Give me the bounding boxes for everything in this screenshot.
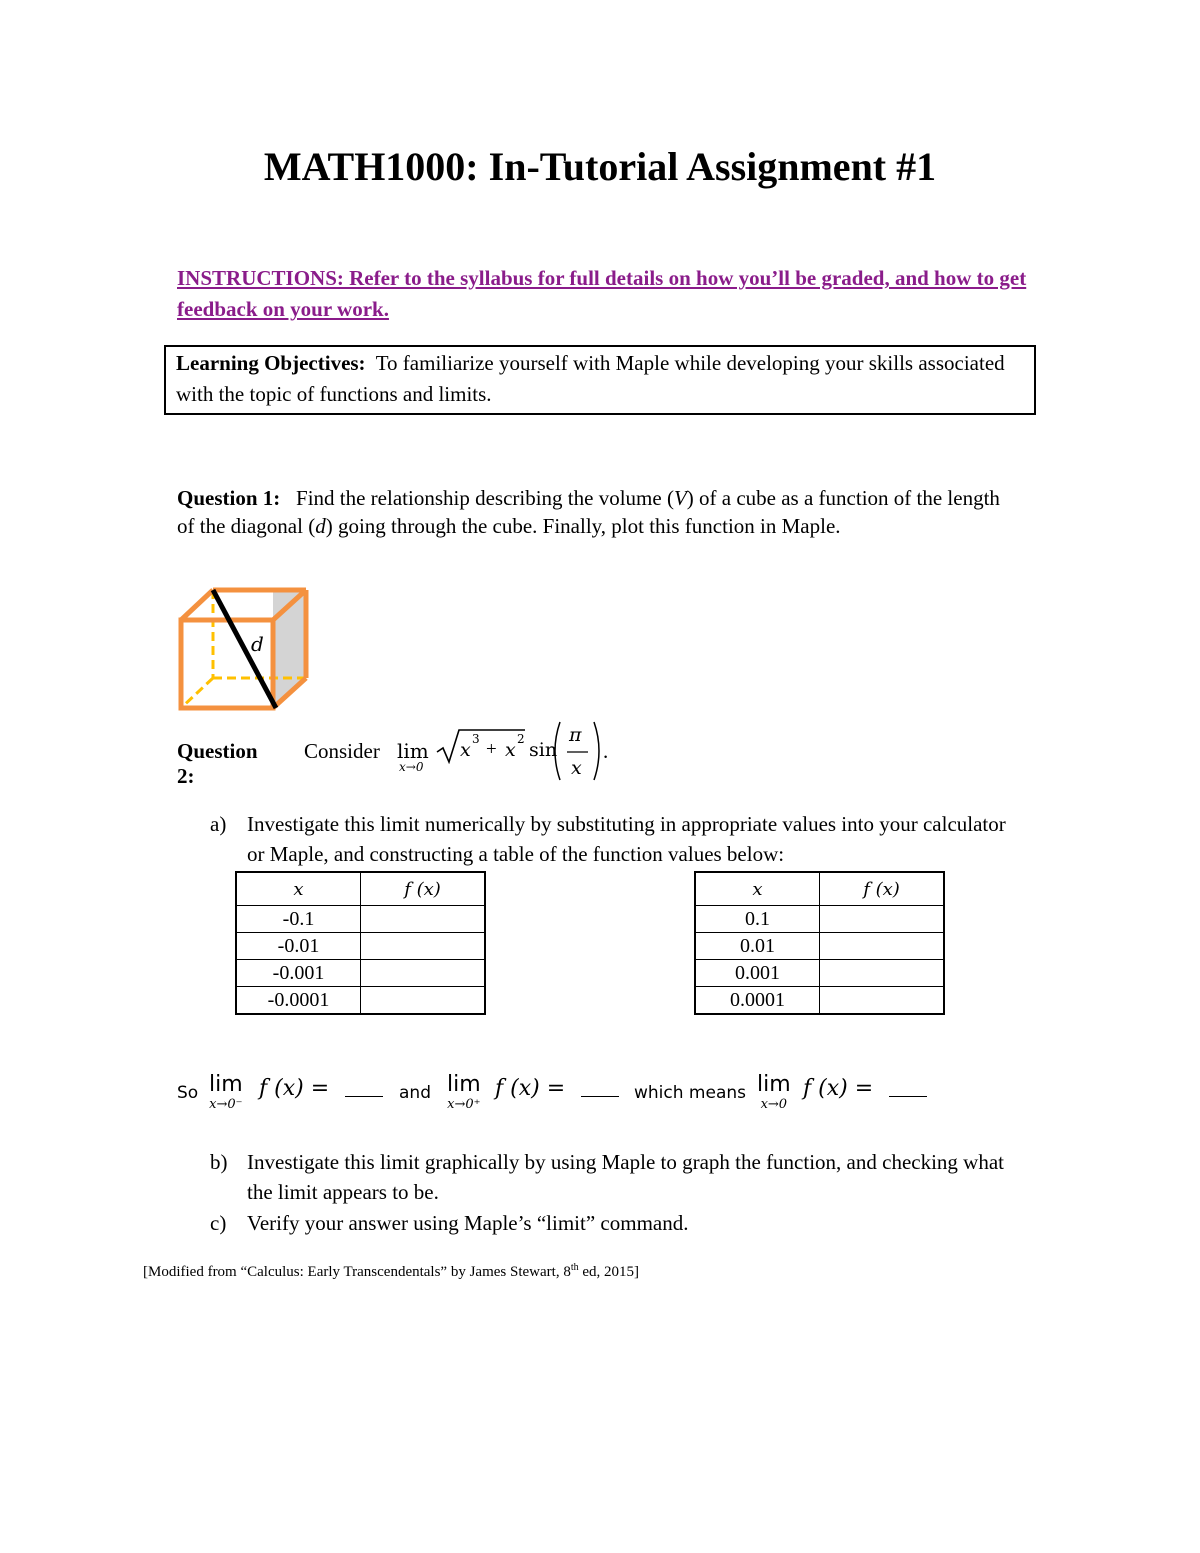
- left-limit: [209, 1074, 243, 1111]
- q2-plus: +: [486, 739, 497, 760]
- q2-x: x: [460, 739, 471, 761]
- so-word: So: [177, 1083, 199, 1103]
- table-row: [695, 987, 944, 1015]
- q2-period: .: [603, 739, 609, 763]
- q2-num-pi: π: [569, 724, 582, 746]
- question-1-label: Question 1:: [177, 486, 281, 510]
- table-row: [236, 933, 485, 960]
- x-value: 0.1: [695, 906, 820, 933]
- citation-text: [Modified from “Calculus: Early Transcendentals” by James Stewart, 8: [143, 1264, 571, 1280]
- part-a-text: Investigate this limit numerically by substituting in appropriate values into your calculator or Maple, and constructing a table of the function values below:: [247, 812, 1006, 866]
- table-header-x: x: [236, 872, 361, 906]
- table-row: [695, 906, 944, 933]
- fx-answer-cell[interactable]: [361, 906, 486, 933]
- part-c-text: Verify your answer using Maple’s “limit” command.: [247, 1211, 689, 1235]
- fx-answer-cell[interactable]: [820, 987, 945, 1015]
- answer-blank-both[interactable]: [889, 1078, 927, 1097]
- fx-answer-cell[interactable]: [361, 933, 486, 960]
- question-1-text-a: Find the relationship describing the volume (: [296, 486, 674, 510]
- x-value: 0.0001: [695, 987, 820, 1015]
- which-means: which means: [634, 1083, 746, 1103]
- cube-diagonal: [213, 590, 276, 708]
- table-positive: [694, 871, 945, 1015]
- table-row: [695, 960, 944, 987]
- answer-blank-right[interactable]: [581, 1078, 619, 1097]
- part-a-letter: a): [210, 812, 227, 836]
- table-row: [236, 960, 485, 987]
- diagonal-label: d: [251, 632, 264, 656]
- lim-word: lim: [209, 1072, 243, 1097]
- fx-answer-cell[interactable]: [820, 960, 945, 987]
- fx-answer-cell[interactable]: [820, 933, 945, 960]
- q2-exp3: 3: [472, 732, 480, 746]
- part-a: [210, 809, 1010, 869]
- cube-diagram: [178, 586, 313, 716]
- citation: [143, 1262, 639, 1281]
- fx-answer-cell[interactable]: [820, 906, 945, 933]
- table-header-fx: f (x): [820, 872, 945, 906]
- question-1-text-b: ) of a cube as a function of the length of the diagonal (: [177, 486, 1000, 538]
- q2-lim-word: lim: [397, 739, 429, 763]
- citation-sup: th: [570, 1262, 579, 1273]
- table-header-x: x: [695, 872, 820, 906]
- x-value: -0.01: [236, 933, 361, 960]
- fx-answer-cell[interactable]: [361, 987, 486, 1015]
- q2-exp2: 2: [517, 732, 525, 746]
- lim-word: lim: [757, 1072, 791, 1097]
- objectives-body: To familiarize yourself with Maple while developing your skills associated with the topic of functions and limits.: [176, 351, 1005, 406]
- lim-sub-both: x→0: [760, 1097, 788, 1112]
- x-value: -0.0001: [236, 987, 361, 1015]
- table-row: [236, 987, 485, 1015]
- fx-answer-cell[interactable]: [361, 960, 486, 987]
- part-b: [210, 1147, 1010, 1207]
- table-row: [236, 906, 485, 933]
- answer-blank-left[interactable]: [345, 1078, 383, 1097]
- q2-sin: sin: [529, 739, 558, 761]
- q2-den-x: x: [571, 757, 582, 779]
- part-b-text: Investigate this limit graphically by using Maple to graph the function, and checking what the limit appears to be.: [247, 1150, 1004, 1204]
- q2-x2: x: [505, 739, 516, 761]
- fx-right: f (x) =: [495, 1076, 566, 1101]
- diagonal-var: d: [315, 514, 326, 538]
- right-limit: [447, 1074, 481, 1111]
- lim-sub-left: x→0⁻: [209, 1097, 243, 1112]
- lim-sub-right: x→0⁺: [447, 1097, 481, 1112]
- table-negative: [235, 871, 486, 1015]
- part-c-letter: c): [210, 1211, 227, 1235]
- fx-left: f (x) =: [259, 1076, 330, 1101]
- part-b-letter: b): [210, 1150, 228, 1174]
- fx-both: f (x) =: [803, 1076, 874, 1101]
- instructions-text: INSTRUCTIONS: Refer to the syllabus for full details on how you’ll be graded, and how to get feedback on your work.: [177, 266, 1027, 321]
- x-value: 0.001: [695, 960, 820, 987]
- table-header-fx: f (x): [361, 872, 486, 906]
- q2-lim-sub: x→0: [399, 760, 424, 774]
- x-value: -0.1: [236, 906, 361, 933]
- volume-var: V: [673, 486, 687, 510]
- objectives-text: [176, 348, 1026, 410]
- two-sided-limit: [757, 1074, 791, 1111]
- page-title: MATH1000: In-Tutorial Assignment #1: [263, 144, 937, 189]
- x-value: 0.01: [695, 933, 820, 960]
- table-row: [695, 933, 944, 960]
- question-1: [177, 484, 1017, 540]
- question-1-text-c: ) going through the cube. Finally, plot this function in Maple.: [325, 514, 841, 538]
- lim-word: lim: [447, 1072, 481, 1097]
- part-c: [210, 1208, 1010, 1238]
- limit-summary: [177, 1068, 1077, 1118]
- question-2-consider: Consider: [304, 739, 380, 763]
- question-2-label: Question 2:: [177, 739, 258, 788]
- and-word: and: [399, 1083, 431, 1103]
- citation-tail: ed, 2015]: [578, 1264, 640, 1280]
- x-value: -0.001: [236, 960, 361, 987]
- objectives-label: Learning Objectives:: [176, 351, 366, 375]
